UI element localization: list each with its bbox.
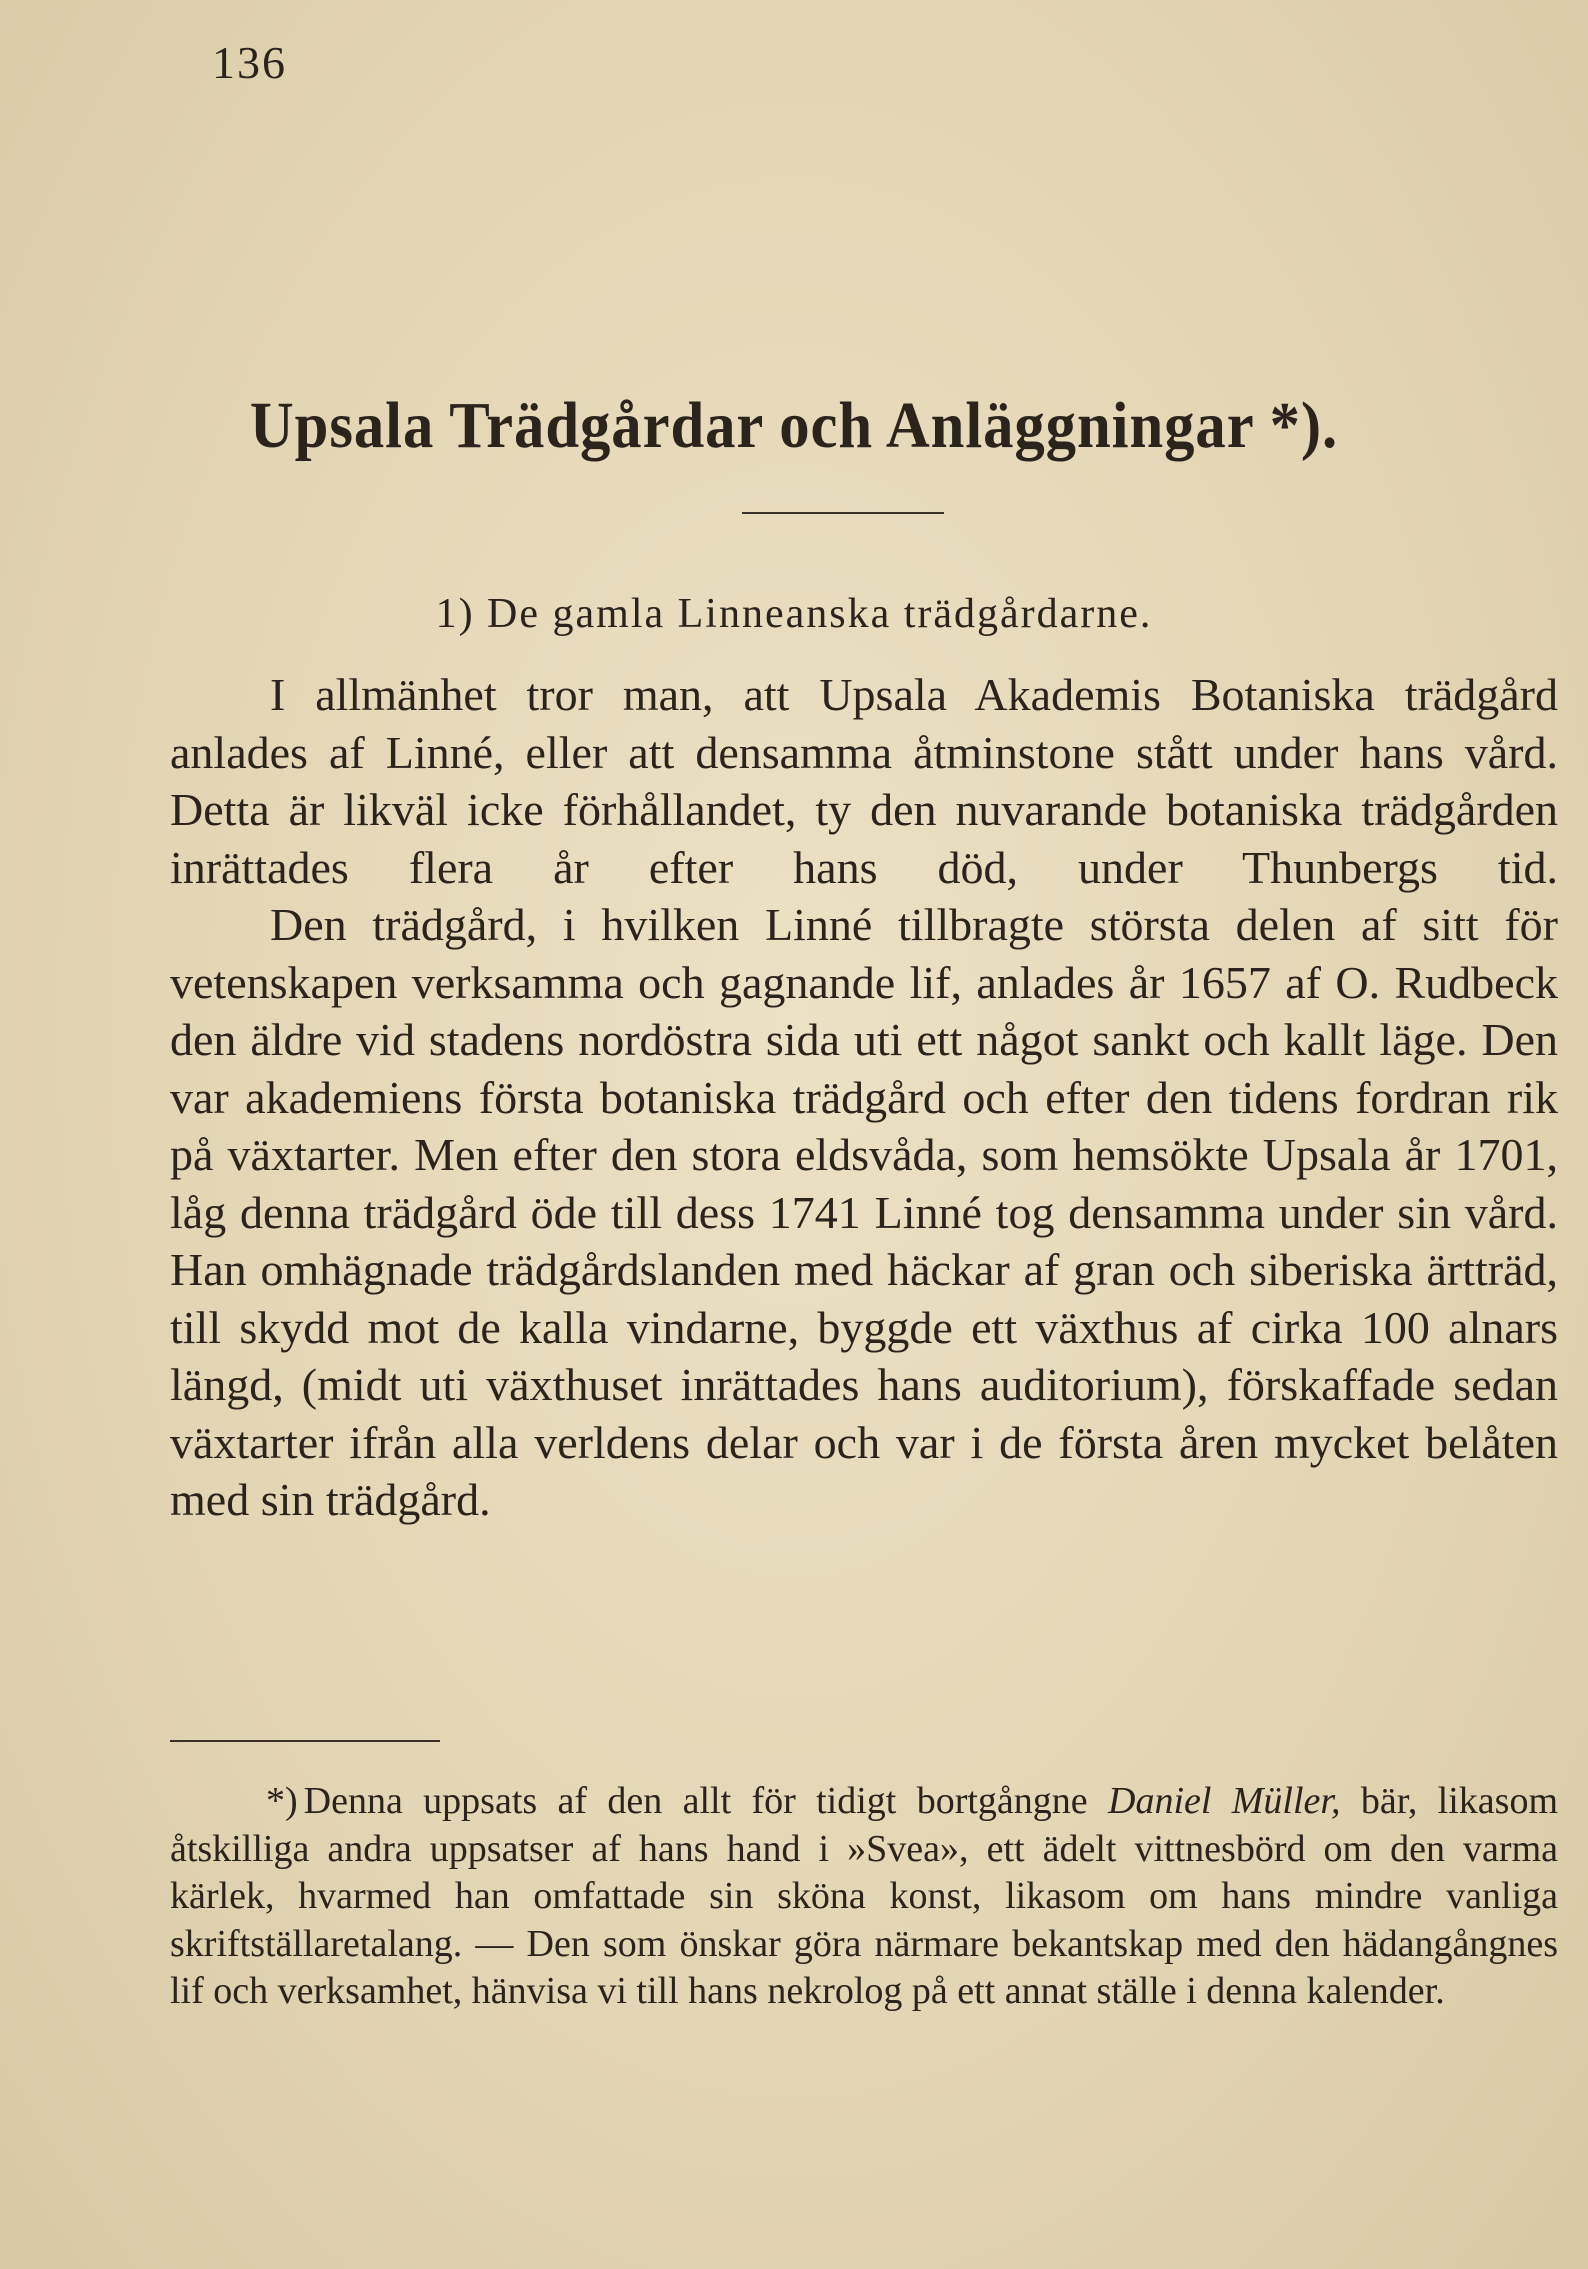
paragraph-2: Den trädgård, i hvilken Linné tillbragte största delen af sitt för vetenskapen verksamma och gagnande lif, anlades år 1657 af O. Rudbeck den äldre vid stadens nordöstra sida uti ett något sankt och kallt läge. Den var akademiens första botaniska trädgård och efter den tidens fordran rik på växtarter. Men efter den stora eldsvåda, som hemsökte Upsala år 1701, låg denna trädgård öde till dess 1741 Linné tog densamma under sin vård. Han omhägnade trädgårdslanden med häckar af gran och siberiska ärtträd, till skydd mot de kalla vindarne, byggde ett växthus af cirka 100 alnars längd, (midt uti växthuset inrättades hans auditorium), förskaffade sedan växtarter ifrån alla verldens delar och var i de första åren mycket belåten med sin trädgård. [170,899,1558,1525]
footnote-marker: *) [266,1780,298,1822]
section-heading: 1) De gamla Linneanska trädgårdarne. [435,591,1153,637]
page-number: 136 [212,37,287,88]
footnote [170,1778,1558,2016]
footnote-divider [170,1740,440,1742]
footnote-paragraph [170,1778,1558,2016]
footnote-text-after: bär, likasom åtskilliga andra uppsatser af hans hand i »Svea», ett ädelt vittnesbörd om den varma kärlek, hvarmed han omfattade sin sköna konst, likasom om hans mindre vanliga skriftställaretalang. — Den som önskar göra närmare bekantskap med den hädangångnes lif och verksamhet, hänvisa vi till hans nekrolog på ett annat ställe i denna kalender. [170,1780,1558,2012]
body-text [170,666,1558,1529]
title-divider [742,512,944,514]
footnote-author: Daniel Müller, [1108,1780,1341,1822]
paragraph-1: I allmänhet tror man, att Upsala Akademis Botaniska trädgård anlades af Linné, eller att densamma åtminstone stått under hans vård. Detta är likväl icke förhållandet, ty den nuvarande botaniska trädgården inrättades flera år efter hans död, under Thunbergs tid. [170,669,1558,893]
footnote-text-before: Denna uppsats af den allt för tidigt bortgångne [303,1780,1088,1822]
page-title: Upsala Trädgårdar och Anläggningar *). [249,389,1339,462]
